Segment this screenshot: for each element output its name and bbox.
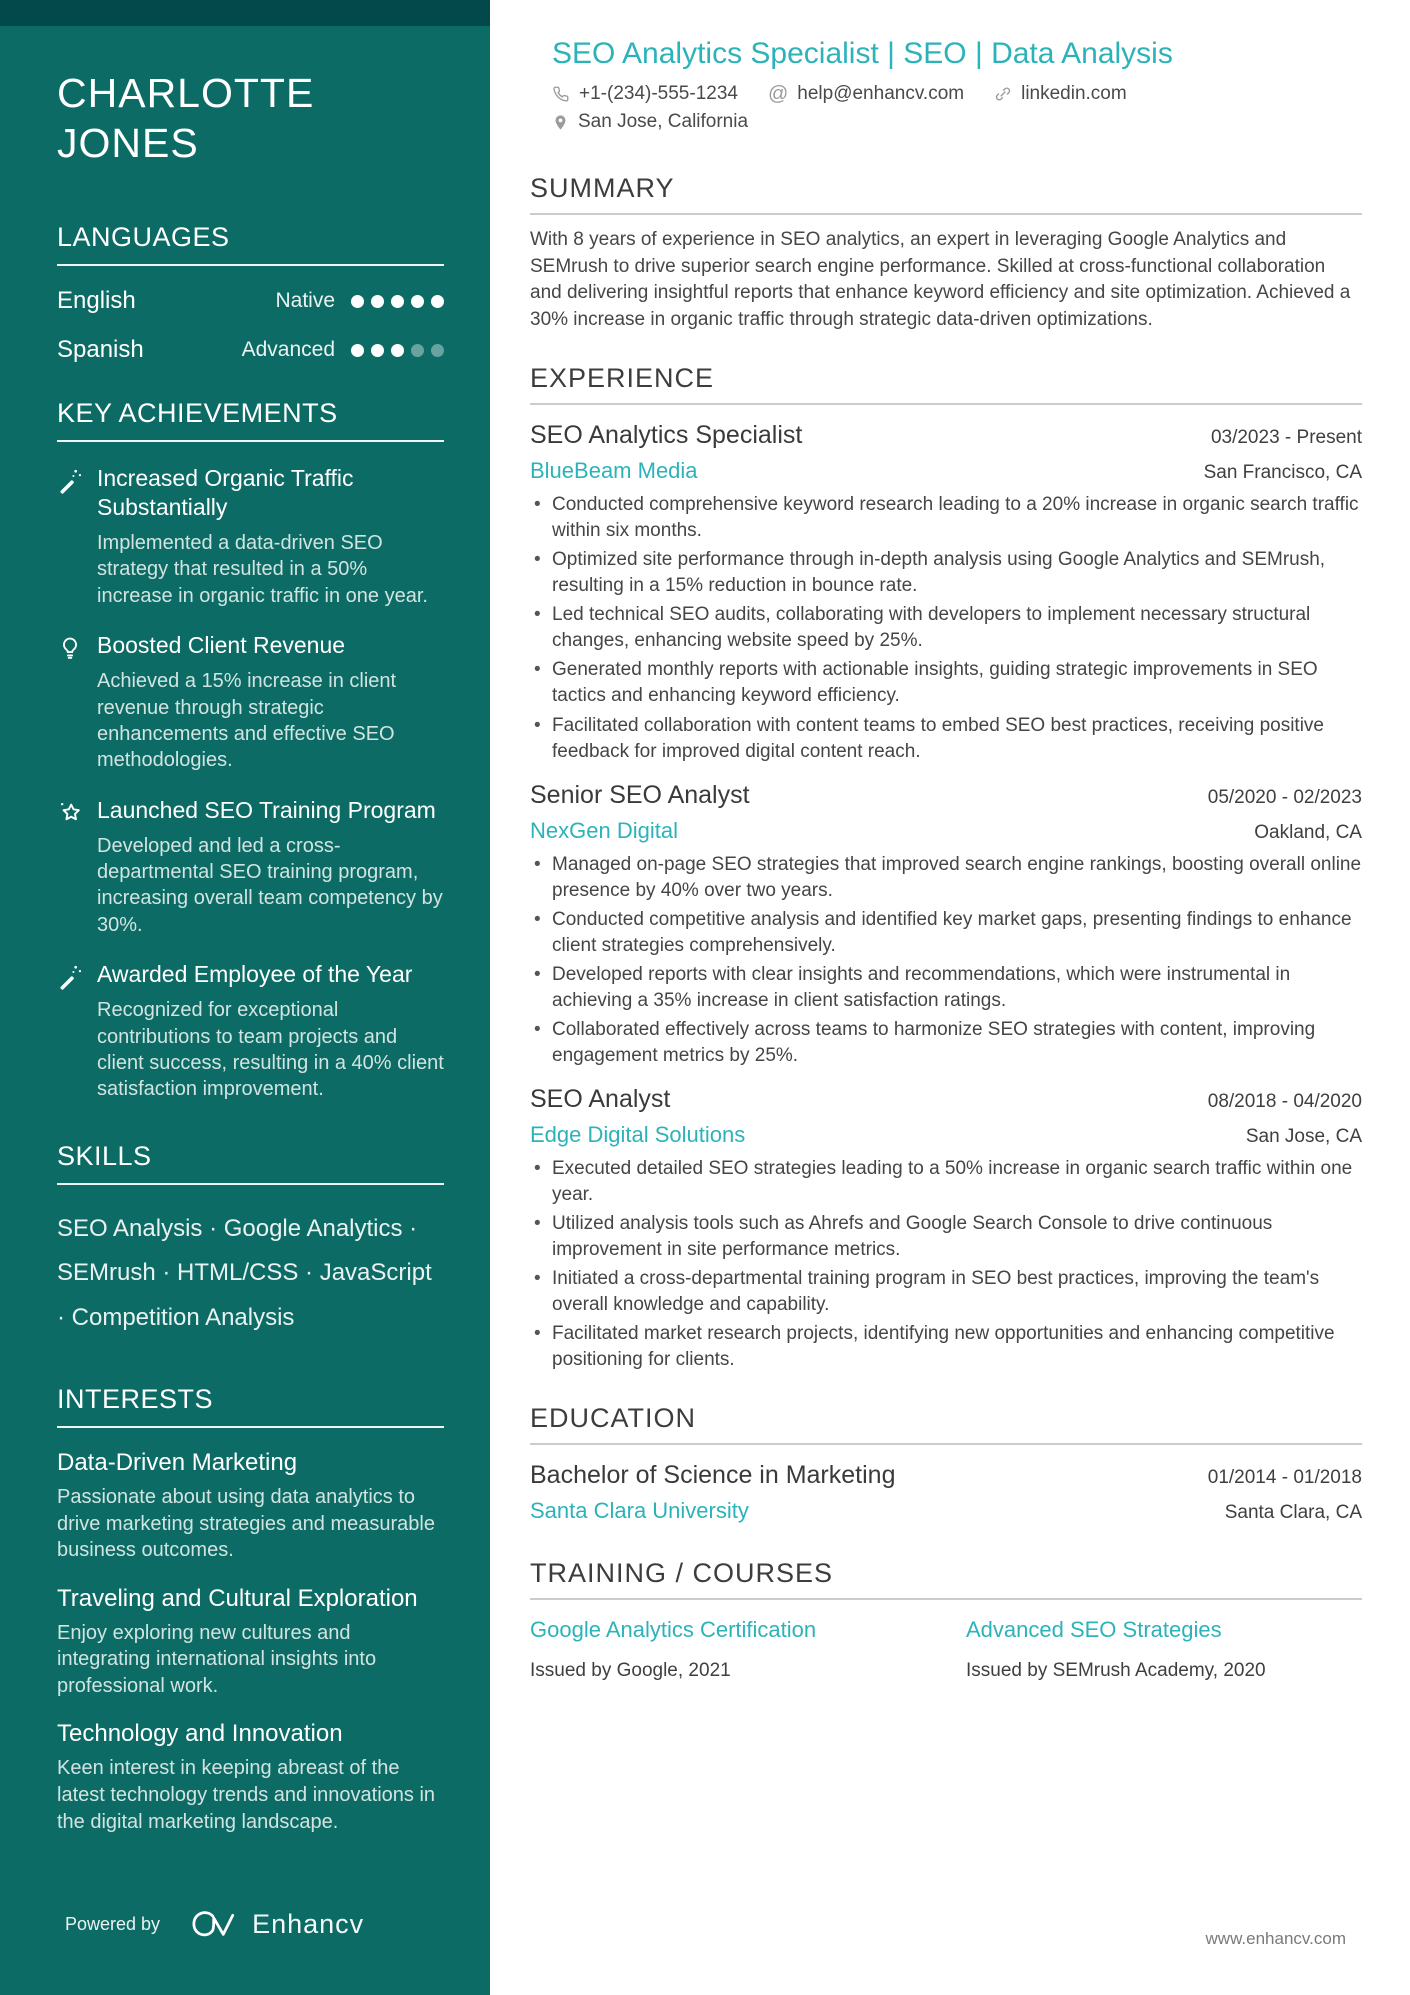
interest-item	[57, 1719, 444, 1835]
contact-info	[552, 83, 1362, 133]
job-bullet: • Conducted competitive analysis and identified key market gaps, presenting findings to enhance client strategies comprehensively.	[530, 907, 1362, 959]
achievement-title: Increased Organic Traffic Substantially	[97, 465, 354, 520]
at-icon: @	[767, 83, 789, 105]
job-bullet: • Optimized site performance through in-depth analysis using Google Analytics and SEMrush, resulting in a 15% reduction in bounce rate.	[530, 547, 1362, 599]
skills-heading: SKILLS	[57, 1140, 152, 1171]
language-row	[57, 287, 444, 315]
job-company: BlueBeam Media	[530, 458, 698, 484]
education-section	[530, 1403, 1362, 1524]
job-role: SEO Analytics Specialist	[530, 421, 803, 450]
level-dot	[371, 295, 384, 308]
headline: SEO Analytics Specialist | SEO | Data Analysis	[552, 37, 1173, 70]
job-entry	[530, 1085, 1362, 1373]
job-bullets	[530, 492, 1362, 764]
education-heading: EDUCATION	[530, 1402, 697, 1433]
job-bullet: • Facilitated collaboration with content teams to embed SEO best practices, receiving positive feedback for improved digital content reach.	[530, 713, 1362, 765]
interests-heading: INTERESTS	[57, 1383, 214, 1414]
level-dot	[371, 344, 384, 357]
interests-section	[57, 1384, 444, 1835]
powered-by-label: Powered by	[65, 1913, 161, 1934]
skills-list: SEO Analysis · Google Analytics · SEMrush · HTML/CSS · JavaScript · Competition Analysis	[57, 1214, 432, 1331]
job-bullet: • Collaborated effectively across teams to harmonize SEO strategies with content, improving engagement metrics by 25%.	[530, 1017, 1362, 1069]
language-level: Native	[275, 289, 335, 313]
course-entry	[530, 1616, 926, 1683]
website-url: linkedin.com	[1021, 83, 1127, 104]
interest-item	[57, 1584, 444, 1700]
website-contact[interactable]	[994, 83, 1127, 105]
phone-contact[interactable]	[552, 83, 738, 105]
level-dot	[411, 344, 424, 357]
job-bullet: • Generated monthly reports with actionable insights, guiding strategic improvements in SEO tactics and enhancing keyword efficiency.	[530, 657, 1362, 709]
magic-wand-icon	[57, 464, 97, 609]
language-level: Advanced	[241, 338, 335, 362]
divider	[530, 403, 1362, 405]
top-accent-strip	[0, 0, 490, 26]
training-heading: TRAINING / COURSES	[530, 1557, 834, 1588]
level-dot	[431, 344, 444, 357]
experience-section	[530, 363, 1362, 1372]
location-pin-icon	[552, 113, 569, 132]
divider	[530, 1598, 1362, 1600]
job-bullets	[530, 1156, 1362, 1373]
achievement-item	[57, 631, 444, 774]
job-bullets	[530, 852, 1362, 1069]
school-name: Santa Clara University	[530, 1497, 749, 1523]
level-dot	[351, 344, 364, 357]
level-dot	[351, 295, 364, 308]
language-level-dots	[351, 344, 444, 357]
enhancv-brand-text: Enhancv	[252, 1908, 365, 1939]
header	[530, 34, 1362, 133]
star-icon	[57, 796, 97, 939]
level-dot	[391, 344, 404, 357]
level-dot	[431, 295, 444, 308]
job-bullet: • Utilized analysis tools such as Ahrefs and Google Search Console to drive continuous improvement in site performance metrics.	[530, 1211, 1362, 1263]
enhancv-logo-icon	[184, 1905, 240, 1943]
interest-title: Data-Driven Marketing	[57, 1448, 298, 1476]
education-dates: 01/2014 - 01/2018	[1207, 1466, 1362, 1488]
job-bullet: • Conducted comprehensive keyword research leading to a 20% increase in organic search traffic within six months.	[530, 492, 1362, 544]
email-address: help@enhancv.com	[797, 83, 965, 104]
job-bullet: • Executed detailed SEO strategies leading to a 50% increase in organic search traffic within one year.	[530, 1156, 1362, 1208]
job-bullet: • Developed reports with clear insights and recommendations, which were instrumental in achieving a 35% increase in client satisfaction ratings.	[530, 962, 1362, 1014]
divider	[57, 1426, 444, 1428]
job-dates: 05/2020 - 02/2023	[1207, 786, 1362, 808]
language-name: English	[57, 287, 136, 315]
phone-icon	[552, 85, 570, 103]
school-location: Santa Clara, CA	[1224, 1501, 1362, 1523]
achievement-item	[57, 464, 444, 609]
interest-item	[57, 1448, 444, 1564]
job-location: San Francisco, CA	[1203, 462, 1362, 484]
level-dot	[391, 295, 404, 308]
divider	[57, 440, 444, 442]
summary-text: With 8 years of experience in SEO analytics, an expert in leveraging Google Analytics and SEMrush to drive superior search engine performance. Skilled at cross-functional collaboration and delivering insightful reports that enhance keyword efficiency and site optimization. Achieved a 30% increase in organic traffic through strategic data-driven optimizations.	[530, 229, 1351, 330]
achievement-text: Recognized for exceptional contributions to team projects and client success, resulting in a 40% client satisfaction improvement.	[97, 999, 444, 1101]
achievement-title: Awarded Employee of the Year	[97, 961, 413, 988]
location-text: San Jose, California	[578, 111, 749, 132]
interest-title: Traveling and Cultural Exploration	[57, 1584, 418, 1612]
training-section	[530, 1558, 1362, 1683]
interest-title: Technology and Innovation	[57, 1720, 343, 1748]
magic-wand-icon	[57, 960, 97, 1103]
location-contact	[552, 111, 748, 133]
achievement-text: Developed and led a cross-departmental SEO training program, increasing overall team competency by 30%.	[97, 834, 443, 936]
divider	[530, 1443, 1362, 1445]
course-issuer: Issued by Google, 2021	[530, 1660, 731, 1682]
job-entry	[530, 781, 1362, 1069]
achievement-text: Achieved a 15% increase in client revenue through strategic enhancements and effective SEO methodologies.	[97, 670, 397, 772]
language-level-dots	[351, 295, 444, 308]
languages-heading: LANGUAGES	[57, 222, 230, 253]
achievement-title: Launched SEO Training Program	[97, 796, 436, 823]
job-company: Edge Digital Solutions	[530, 1121, 746, 1147]
course-name: Google Analytics Certification	[530, 1616, 817, 1642]
interest-text: Passionate about using data analytics to drive marketing strategies and measurable business outcomes.	[57, 1485, 435, 1562]
achievement-item	[57, 796, 444, 939]
achievement-text: Implemented a data-driven SEO strategy that resulted in a 50% increase in organic traffic in one year.	[97, 531, 428, 607]
course-name: Advanced SEO Strategies	[966, 1616, 1222, 1642]
job-role: SEO Analyst	[530, 1084, 671, 1113]
job-entry	[530, 421, 1362, 764]
email-contact[interactable]	[768, 83, 964, 105]
lightbulb-icon	[57, 631, 97, 774]
achievements-section	[57, 398, 444, 1103]
summary-heading: SUMMARY	[530, 173, 675, 203]
divider	[57, 1183, 444, 1185]
powered-by[interactable]	[65, 1905, 364, 1943]
language-row	[57, 336, 444, 364]
job-dates: 03/2023 - Present	[1210, 427, 1362, 449]
achievements-heading: KEY ACHIEVEMENTS	[57, 398, 338, 429]
divider	[57, 264, 444, 266]
course-entry	[966, 1616, 1362, 1683]
job-location: San Jose, CA	[1245, 1125, 1362, 1147]
job-role: Senior SEO Analyst	[530, 780, 750, 809]
achievement-item	[57, 960, 444, 1103]
interest-text: Enjoy exploring new cultures and integrating international insights into professional work.	[57, 1621, 377, 1697]
job-company: NexGen Digital	[530, 817, 678, 843]
skills-section	[57, 1141, 444, 1340]
course-issuer: Issued by SEMrush Academy, 2020	[966, 1660, 1266, 1682]
enhancv-site-url[interactable]: www.enhancv.com	[1205, 1929, 1346, 1948]
link-icon	[994, 85, 1012, 103]
language-name: Spanish	[57, 336, 144, 364]
divider	[530, 213, 1362, 215]
job-bullet: • Facilitated market research projects, identifying new opportunities and enhancing competitive positioning for clients.	[530, 1321, 1362, 1373]
level-dot	[411, 295, 424, 308]
sidebar	[0, 0, 490, 1995]
job-bullet: • Initiated a cross-departmental training program in SEO best practices, improving the team's overall knowledge and capability.	[530, 1266, 1362, 1318]
phone-number: +1-(234)-555-1234	[579, 83, 738, 104]
main-column	[490, 0, 1410, 1995]
job-bullet: • Led technical SEO audits, collaborating with developers to implement necessary structural changes, enhancing website speed by 25%.	[530, 602, 1362, 654]
achievement-title: Boosted Client Revenue	[97, 632, 346, 659]
candidate-name: CHARLOTTE JONES	[57, 70, 315, 167]
experience-heading: EXPERIENCE	[530, 363, 715, 394]
interest-text: Keen interest in keeping abreast of the latest technology trends and innovations in the digital marketing landscape.	[57, 1757, 436, 1833]
languages-section	[57, 222, 444, 364]
job-bullet: • Managed on-page SEO strategies that improved search engine rankings, boosting overall online presence by 40% over two years.	[530, 852, 1362, 904]
job-location: Oakland, CA	[1254, 821, 1362, 843]
job-dates: 08/2018 - 04/2020	[1207, 1090, 1362, 1112]
degree-title: Bachelor of Science in Marketing	[530, 1460, 896, 1489]
summary-section	[530, 173, 1362, 333]
